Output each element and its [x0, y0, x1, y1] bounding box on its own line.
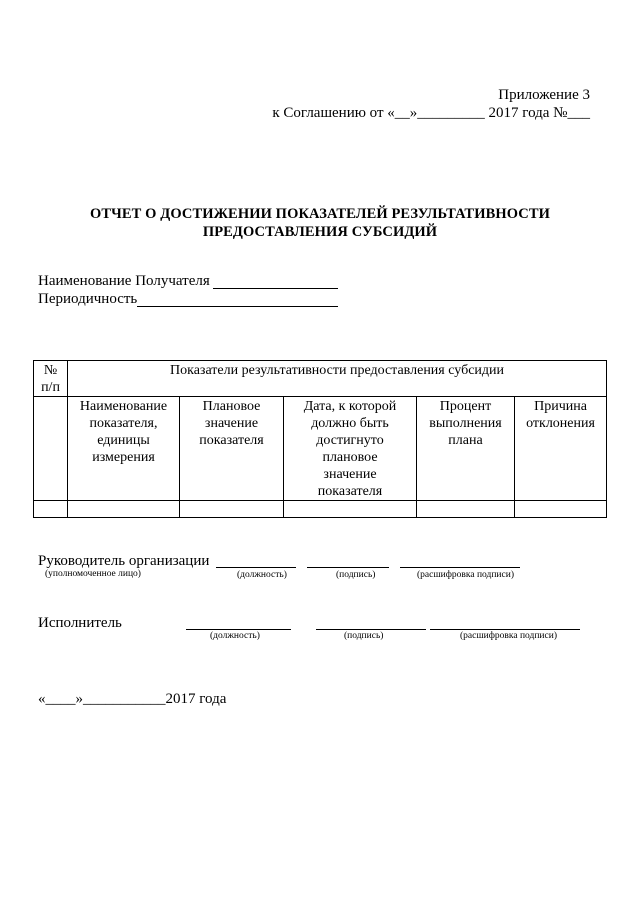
head-caption-authorized: (уполномоченное лицо)	[45, 569, 141, 579]
col-header-name: Наименование показателя, единицы измерения	[68, 397, 180, 501]
executor-decoding-line[interactable]	[430, 629, 580, 630]
report-title-line2: ПРЕДОСТАВЛЕНИЯ СУБСИДИЙ	[202, 224, 438, 240]
col-header-date: Дата, к которой должно быть достигнуто плановое значение показателя	[284, 397, 417, 501]
agreement-reference: к Соглашению от «__»_________ 2017 года №___	[272, 105, 590, 121]
report-title-line1: ОТЧЕТ О ДОСТИЖЕНИИ ПОКАЗАТЕЛЕЙ РЕЗУЛЬТАТИВНОСТИ	[90, 206, 550, 222]
head-position-line[interactable]	[216, 567, 296, 568]
table-row	[34, 501, 607, 518]
head-label: Руководитель организации	[38, 553, 210, 569]
executor-caption-decoding: (расшифровка подписи)	[460, 631, 557, 641]
num-header: № п/п	[41, 363, 60, 395]
num-subheader-cell	[34, 397, 68, 501]
indicators-table	[33, 360, 607, 518]
appendix-label: Приложение 3	[498, 87, 590, 103]
head-signature-line[interactable]	[307, 567, 389, 568]
table-cell[interactable]	[34, 501, 68, 518]
col-header-percent: Процент выполнения плана	[417, 397, 515, 501]
col-header-reason: Причина отклонения	[515, 397, 607, 501]
table-cell[interactable]	[417, 501, 515, 518]
recipient-label: Наименование Получателя	[38, 273, 210, 289]
head-caption-position: (должность)	[237, 570, 287, 580]
recipient-fill-line[interactable]	[213, 288, 338, 289]
head-caption-signature: (подпись)	[336, 570, 376, 580]
periodicity-label: Периодичность	[38, 291, 138, 307]
periodicity-fill-line[interactable]	[137, 306, 338, 307]
group-header: Показатели результативности предоставления субсидии	[170, 363, 505, 378]
executor-signature-line[interactable]	[316, 629, 426, 630]
executor-caption-position: (должность)	[210, 631, 260, 641]
group-header-cell	[68, 361, 607, 397]
executor-position-line[interactable]	[186, 629, 291, 630]
head-caption-decoding: (расшифровка подписи)	[417, 570, 514, 580]
table-cell[interactable]	[284, 501, 417, 518]
executor-caption-signature: (подпись)	[344, 631, 384, 641]
table-cell[interactable]	[68, 501, 180, 518]
col-header-planned: Плановое значение показателя	[180, 397, 284, 501]
table-cell[interactable]	[180, 501, 284, 518]
num-header-cell	[34, 361, 68, 397]
head-decoding-line[interactable]	[400, 567, 520, 568]
date-line: «____»___________2017 года	[38, 691, 227, 707]
table-cell[interactable]	[515, 501, 607, 518]
executor-label: Исполнитель	[38, 615, 122, 631]
